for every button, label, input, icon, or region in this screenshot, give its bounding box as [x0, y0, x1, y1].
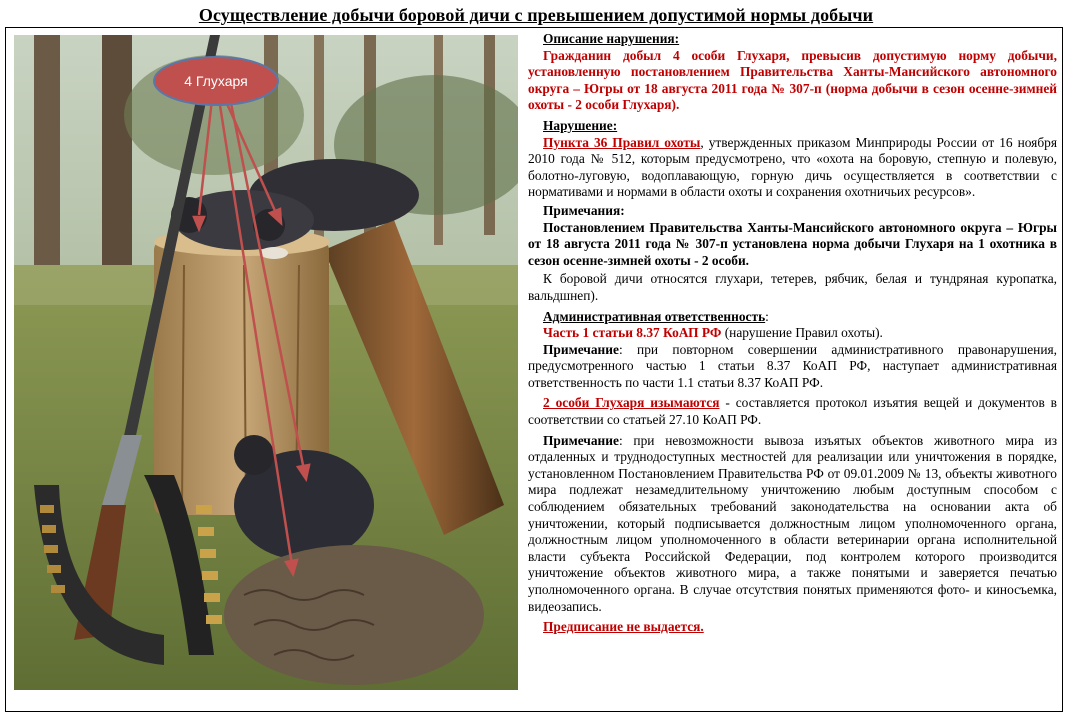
admin-liability-article: Часть 1 статьи 8.37 КоАП РФ [543, 325, 722, 341]
evidence-photo [14, 35, 518, 690]
photo-illustration [14, 35, 518, 690]
violation-text: , утвержденных приказом Минприроды России от 16 ноября 2010 года № 512, которым предусмотрено, что «охота на боровую, степную и полевую, болотно-луговую, водоплавающую, горную дичь осуществляется в соответствии с нормативами и нормами в области охоты и сохранения охотничьих ресурсов». [528, 134, 1058, 200]
order-row [528, 619, 1057, 636]
seizure-label: 2 особи Глухаря изымаются [543, 395, 720, 411]
admin-liability-heading: Административная ответственность [543, 308, 766, 324]
admin-liability-note-label: Примечание [543, 341, 619, 357]
description-column [528, 31, 1057, 636]
admin-liability-note [528, 342, 1057, 392]
seizure-note-text: : при невозможности вывоза изъятых объектов животного мира из отдаленных и труднодоступных местностей для реализации или уничтожения в порядке, установленном Постановлением Правительства РФ от 09.01.2009 № 13, объекты животного мира подлежат незамедлительному уничтожению любым доступным способом с соблюдением обязательных требований законодательства на основании акта об уничтожении, который подписывается должностным лицом уполномоченного органа, должностным лицом уполномоченного в области ветеринарии органа исполнительной власти субъекта Российской Федерации, под контролем которого производится уничтожение объектов животного мира, а также понятыми и заверяется печатью уполномоченного органа. В случае отсутствия понятых применяются фото- и киносъемка, видеозапись. [528, 432, 1057, 614]
seizure-note-label: Примечание [543, 432, 619, 448]
admin-liability-heading-suffix: : [765, 308, 769, 324]
notes-bold-text: Постановлением Правительства Ханты-Мансийского автономного округа – Югры от 18 августа 2011 года № 307-п установлена норма добычи Глухаря на 1 охотника в сезон осенне-зимней охоты - 2 особи. [528, 219, 1057, 268]
violation-paragraph [528, 135, 1057, 201]
order-text: Предписание не выдается. [543, 619, 704, 635]
seizure-note [528, 433, 1057, 616]
admin-liability-note-text: : при повторном совершении административного правонарушения, предусмотренного частью 1 статьи 8.37 КоАП РФ, наступает административная ответственность по части 1.1 статьи 8.37 КоАП РФ. [528, 341, 1057, 390]
page-title: Осуществление добычи боровой дичи с превышением допустимой нормы добычи [198, 5, 874, 25]
admin-liability-article-row [528, 325, 1057, 342]
seizure-paragraph [528, 395, 1057, 428]
capercaillie-4 [224, 545, 484, 685]
notes-heading: Примечания: [543, 202, 625, 218]
violation-rule: Пункта 36 Правил охоты [543, 134, 701, 150]
violation-description-heading: Описание нарушения: [543, 31, 680, 46]
seizure-text: - составляется протокол изъятия вещей и документов в соответствии со статьей 27.10 КоАП РФ. [528, 395, 1057, 428]
violation-heading: Нарушение: [543, 117, 618, 133]
notes-text: К боровой дичи относятся глухари, тетерев, рябчик, белая и тундряная куропатка, вальдшнеп). [528, 271, 1057, 303]
violation-description-text: Гражданин добыл 4 особи Глухаря, превысив допустимую норму добычи, установленную постановлением Правительства Ханты-Мансийского автономного округа – Югры от 18 августа 2011 года № 307-п (норма добычи в сезон осенне-зимней охоты - 2 особи Глухаря). [528, 47, 1057, 113]
admin-liability-heading-row [528, 309, 1057, 326]
admin-liability-article-suffix: (нарушение Правил охоты). [721, 325, 883, 341]
callout-label: 4 Глухаря [184, 73, 248, 89]
